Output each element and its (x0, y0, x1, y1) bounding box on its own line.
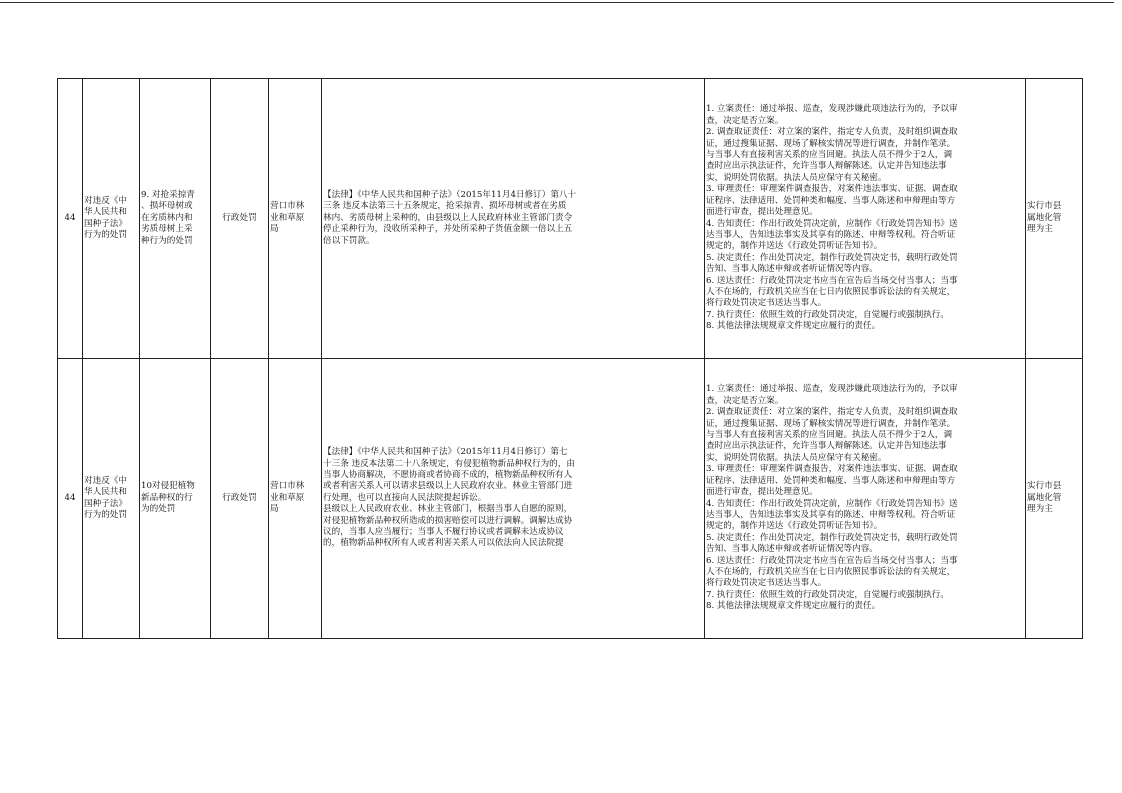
legal-basis-line: 议的，当事人应当履行；当事人不履行协议或者调解未达成协议 (323, 527, 564, 538)
responsibility-line: 面进行审查，提出处理意见。 (706, 487, 818, 498)
responsibility-line: 告知、当事人陈述申辩或者听证情况等内容。 (706, 264, 878, 275)
item-name-line: 行为的处罚 (84, 229, 127, 240)
power-type: 行政处罚 (211, 359, 269, 639)
legal-basis-line: 三条 违反本法第三十五条规定，抢采掠青、损坏母树或者在劣质 (323, 201, 567, 212)
sub-item-name-line: 、损坏母树或 (141, 201, 193, 212)
legal-basis-line: 的，植物新品种权所有人或者利害关系人可以依法向人民法院提 (323, 538, 564, 549)
responsibility-line: 8. 其他法律法规规章文件规定应履行的责任。 (706, 601, 881, 612)
department-line: 营口市林 (270, 201, 305, 212)
responsibility-line: 实，说明处罚依据。执法人员应保守有关秘密。 (706, 452, 887, 463)
responsibility-line: 1. 立案责任：通过举报、巡查，发现涉嫌此项违法行为的，予以审 (706, 384, 958, 395)
responsibility-line: 规定的，制作并送达《行政处罚听证告知书》。 (706, 241, 883, 252)
responsibility-line: 与当事人有直接利害关系的应当回避。执法人员不得少于2人，调 (706, 430, 953, 441)
responsibility-line: 4. 告知责任：作出行政处罚决定前，应制作《行政处罚告知书》送 (706, 498, 958, 509)
responsibility-line: 告知、当事人陈述申辩或者听证情况等内容。 (706, 544, 878, 555)
responsibility-line: 将行政处罚决定书送达当事人。 (706, 578, 827, 589)
note (1026, 359, 1083, 639)
note-line: 实行市县 (1027, 201, 1062, 212)
note-line: 属地化管 (1027, 212, 1062, 223)
note-line: 属地化管 (1027, 492, 1062, 503)
department-line: 业和草原 (270, 212, 305, 223)
legal-basis-line: 县级以上人民政府农业、林业主管部门，根据当事人自愿的原则， (323, 504, 573, 515)
row-number: 44 (58, 79, 83, 359)
item-name-line: 对违反《中 (84, 195, 127, 206)
legal-basis-line: 【法律】《中华人民共和国种子法》（2015年11月4日修订）第八十 (323, 189, 577, 200)
legal-basis-line: 当事人协商解决，不愿协商或者协商不成的，植物新品种权所有人 (323, 469, 573, 480)
legal-basis-line: 行处理，也可以直接向人民法院提起诉讼。 (323, 492, 487, 503)
responsibility-line: 达当事人，告知违法事实及其享有的陈述、申辩等权利。符合听证 (706, 229, 956, 240)
responsibility-line: 证，通过搜集证据、现场了解核实情况等进行调查，并制作笔录。 (706, 418, 956, 429)
responsibility-line: 3. 审理责任：审理案件调查报告，对案件违法事实、证据、调查取 (706, 464, 958, 475)
sub-item-name-line: 劣质母树上采 (141, 224, 193, 235)
legal-basis-line: 十三条 违反本法第二十八条规定，有侵犯植物新品种权行为的，由 (323, 458, 575, 469)
responsibility-line: 2. 调查取证责任：对立案的案件，指定专人负责，及时组织调查取 (706, 407, 958, 418)
responsibility-line: 查时应出示执法证件，允许当事人辩解陈述。认定并告知违法事 (706, 441, 947, 452)
legal-basis-line: 【法律】《中华人民共和国种子法》（2015年11月4日修订）第七 (323, 447, 568, 458)
responsibility-line: 6. 送达责任：行政处罚决定书应当在宣告后当场交付当事人；当事 (706, 275, 958, 286)
responsibility-line: 实，说明处罚依据。执法人员应保守有关秘密。 (706, 172, 887, 183)
responsibility-line: 证，通过搜集证据、现场了解核实情况等进行调查，并制作笔录。 (706, 138, 956, 149)
sub-item-name (140, 359, 211, 639)
legal-basis-line: 林内、劣质母树上采种的，由县级以上人民政府林业主管部门责令 (323, 212, 573, 223)
responsibility-line: 5. 决定责任：作出处罚决定，制作行政处罚决定书，载明行政处罚 (706, 252, 958, 263)
department (269, 79, 322, 359)
responsibility-line: 规定的，制作并送达《行政处罚听证告知书》。 (706, 521, 883, 532)
department-line: 局 (270, 504, 279, 515)
sub-item-name-line: 种行为的处罚 (141, 235, 193, 246)
legal-basis (322, 79, 705, 359)
responsibility-line: 达当事人，告知违法事实及其享有的陈述、申辩等权利。符合听证 (706, 509, 956, 520)
responsibility-line: 4. 告知责任：作出行政处罚决定前，应制作《行政处罚告知书》送 (706, 218, 958, 229)
note-line: 实行市县 (1027, 481, 1062, 492)
responsibility-line: 人不在场的，行政机关应当在七日内依照民事诉讼法的有关规定， (706, 566, 956, 577)
responsibility-line: 面进行审查，提出处理意见。 (706, 207, 818, 218)
responsibility-line: 8. 其他法律法规规章文件规定应履行的责任。 (706, 321, 881, 332)
responsibility-line: 查，决定是否立案。 (706, 395, 784, 406)
table-row (58, 359, 1083, 639)
responsibility-line: 证程序、法律适用、处罚种类和幅度、当事人陈述和申辩理由等方 (706, 195, 956, 206)
department-line: 营口市林 (270, 481, 305, 492)
legal-basis-line: 停止采种行为，没收所采种子，并处所采种子货值金额一倍以上五 (323, 224, 573, 235)
responsibility-line: 5. 决定责任：作出处罚决定，制作行政处罚决定书，载明行政处罚 (706, 532, 958, 543)
responsibility-line: 2. 调查取证责任：对立案的案件，指定专人负责，及时组织调查取 (706, 127, 958, 138)
item-name-line: 华人民共和 (84, 487, 127, 498)
legal-basis-line: 或者利害关系人可以请求县级以上人民政府农业、林业主管部门进 (323, 481, 573, 492)
department-line: 局 (270, 224, 279, 235)
responsibility-line: 人不在场的，行政机关应当在七日内依照民事诉讼法的有关规定， (706, 286, 956, 297)
sub-item-name-line: 在劣质林内和 (141, 212, 193, 223)
department-line: 业和草原 (270, 492, 305, 503)
sub-item-name-line: 为的处罚 (141, 504, 176, 515)
responsibility-line: 将行政处罚决定书送达当事人。 (706, 298, 827, 309)
item-name-line: 国种子法》 (84, 498, 127, 509)
note-line: 理为主 (1027, 224, 1053, 235)
responsibility-line: 3. 审理责任：审理案件调查报告，对案件违法事实、证据、调查取 (706, 184, 958, 195)
item-name (83, 359, 140, 639)
power-type: 行政处罚 (211, 79, 269, 359)
responsibility-line: 与当事人有直接利害关系的应当回避。执法人员不得少于2人，调 (706, 150, 953, 161)
sub-item-name (140, 79, 211, 359)
table-row (58, 79, 1083, 359)
sub-item-name-line: 9. 对抢采掠青 (141, 189, 195, 200)
responsibility-line: 7. 执行责任：依照生效的行政处罚决定，自觉履行或强制执行。 (706, 309, 949, 320)
note (1026, 79, 1083, 359)
responsibility (705, 359, 1026, 639)
legal-basis (322, 359, 705, 639)
responsibility-line: 查，决定是否立案。 (706, 115, 784, 126)
responsibility (705, 79, 1026, 359)
responsibility-line: 证程序、法律适用、处罚种类和幅度、当事人陈述和申辩理由等方 (706, 475, 956, 486)
header-rule (0, 2, 1114, 3)
item-name-line: 行为的处罚 (84, 509, 127, 520)
sub-item-name-line: 新品种权的行 (141, 492, 193, 503)
item-name (83, 79, 140, 359)
item-name-line: 华人民共和 (84, 207, 127, 218)
responsibility-line: 6. 送达责任：行政处罚决定书应当在宣告后当场交付当事人；当事 (706, 555, 958, 566)
department (269, 359, 322, 639)
item-name-line: 国种子法》 (84, 218, 127, 229)
responsibility-line: 7. 执行责任：依照生效的行政处罚决定，自觉履行或强制执行。 (706, 589, 949, 600)
responsibility-line: 1. 立案责任：通过举报、巡查，发现涉嫌此项违法行为的，予以审 (706, 104, 958, 115)
item-name-line: 对违反《中 (84, 475, 127, 486)
legal-basis-line: 对侵犯植物新品种权所造成的损害赔偿可以进行调解。调解达成协 (323, 515, 573, 526)
row-number: 44 (58, 359, 83, 639)
note-line: 理为主 (1027, 504, 1053, 515)
power-list-table (57, 78, 1083, 639)
legal-basis-line: 倍以下罚款。 (323, 235, 375, 246)
sub-item-name-line: 10对侵犯植物 (141, 481, 195, 492)
responsibility-line: 查时应出示执法证件，允许当事人辩解陈述。认定并告知违法事 (706, 161, 947, 172)
